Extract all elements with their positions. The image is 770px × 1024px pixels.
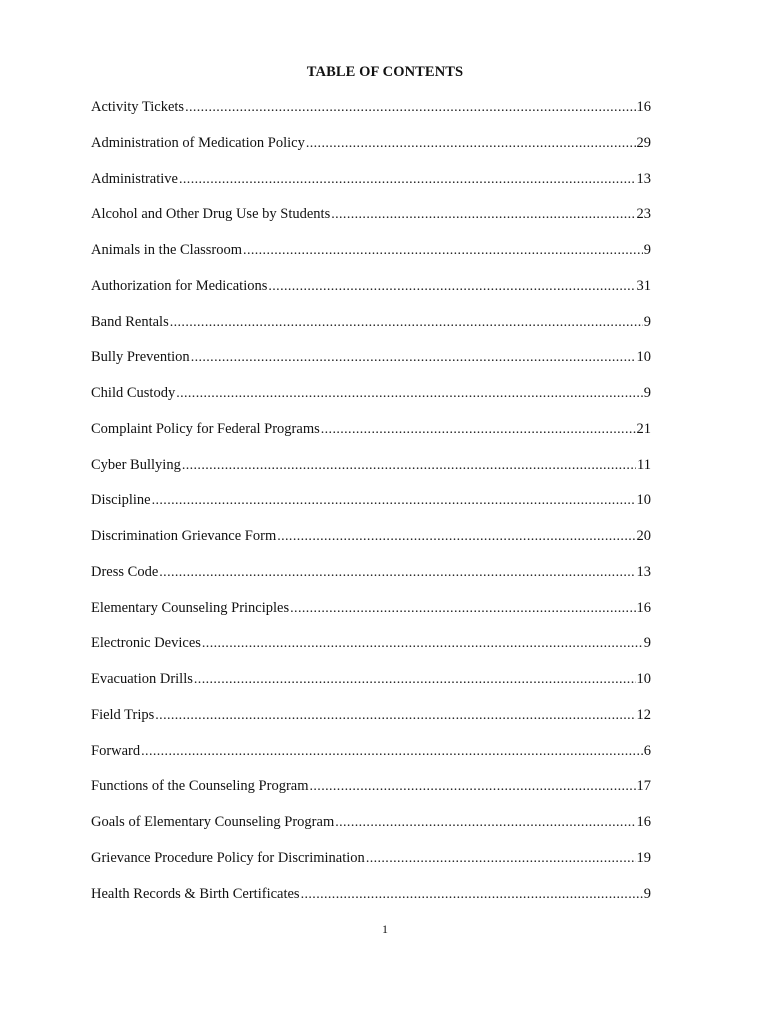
toc-entry	[91, 492, 651, 528]
toc-entry	[91, 850, 651, 886]
toc-entry-page: 9	[643, 885, 651, 902]
toc-entry-page: 9	[643, 313, 651, 330]
toc-entry-page: 19	[636, 849, 651, 866]
toc-entry-title: Complaint Policy for Federal Programs	[91, 420, 320, 437]
toc-entry	[91, 278, 651, 314]
toc-entry-title: Alcohol and Other Drug Use by Students	[91, 206, 331, 223]
toc-entry	[91, 421, 651, 457]
toc-entry-title: Administrative	[91, 170, 178, 187]
toc-entry-title: Administration of Medication Policy	[91, 134, 305, 151]
toc-entry	[91, 349, 651, 385]
dot-leader	[331, 207, 635, 223]
toc-entry-page: 16	[636, 599, 651, 616]
toc-entry-page: 10	[636, 349, 651, 366]
dot-leader	[335, 815, 635, 831]
toc-entry-title: Grievance Procedure Policy for Discrimination	[91, 849, 365, 866]
page-title: TABLE OF CONTENTS	[306, 64, 464, 80]
toc-entry-page: 20	[636, 528, 651, 544]
dot-leader	[170, 315, 643, 331]
toc-entry-page: 12	[636, 706, 651, 723]
toc-entry-page: 21	[636, 420, 651, 437]
dot-leader	[321, 422, 636, 438]
toc-entry-page: 10	[636, 671, 651, 687]
toc-entry	[91, 600, 651, 636]
dot-leader	[366, 851, 636, 867]
dot-leader	[277, 529, 635, 545]
dot-leader	[176, 386, 643, 402]
page-number: 1	[382, 922, 388, 936]
dot-leader	[182, 458, 636, 474]
toc-entry	[91, 671, 651, 707]
dot-leader	[152, 493, 636, 509]
toc-entry-page: 17	[636, 778, 651, 795]
toc-entry	[91, 242, 651, 278]
dot-leader	[185, 100, 635, 116]
toc-entry	[91, 314, 651, 350]
toc-entry	[91, 206, 651, 242]
toc-entry	[91, 814, 651, 850]
toc-entry-title: Forward	[91, 742, 141, 759]
toc-entry-page: 9	[643, 385, 651, 401]
dot-leader	[159, 565, 635, 581]
dot-leader	[155, 708, 635, 724]
toc-entry	[91, 99, 651, 135]
toc-entry-title: Dress Code	[91, 563, 159, 580]
dot-leader	[290, 601, 635, 617]
toc-entry-title: Child Custody	[91, 385, 176, 401]
toc-entry	[91, 457, 651, 493]
toc-entry	[91, 886, 651, 922]
toc-entry	[91, 564, 651, 600]
toc-entry-title: Cyber Bullying	[91, 456, 181, 473]
toc-entry-page: 29	[636, 134, 651, 151]
toc-entry-title: Electronic Devices	[91, 635, 201, 652]
dot-leader	[243, 243, 643, 259]
toc-entry-title: Authorization for Medications	[91, 277, 268, 294]
toc-entry-page: 11	[637, 456, 651, 473]
toc-entry-title: Elementary Counseling Principles	[91, 599, 290, 616]
toc-entry-title: Activity Tickets	[91, 99, 185, 115]
toc-entry	[91, 135, 651, 171]
toc-entry-title: Functions of the Counseling Program	[91, 778, 309, 795]
toc-entry-title: Band Rentals	[91, 313, 169, 330]
toc-entry-page: 13	[636, 563, 651, 580]
dot-leader	[179, 172, 636, 188]
toc-entry	[91, 707, 651, 743]
dot-leader	[301, 887, 643, 903]
dot-leader	[191, 350, 636, 366]
toc-entry	[91, 743, 651, 779]
toc-entry	[91, 385, 651, 421]
toc-entry	[91, 528, 651, 564]
dot-leader	[194, 672, 636, 688]
toc-entry-title: Animals in the Classroom	[91, 242, 243, 258]
toc-entry-title: Discrimination Grievance Form	[91, 528, 277, 544]
dot-leader	[202, 636, 643, 652]
toc-entry-title: Field Trips	[91, 706, 155, 723]
dot-leader	[310, 779, 636, 795]
toc-entry-page: 16	[636, 99, 651, 115]
toc-entry-page: 13	[636, 170, 651, 187]
toc-entry	[91, 778, 651, 814]
toc-entry-title: Discipline	[91, 492, 151, 509]
toc-entry-page: 9	[643, 635, 651, 652]
toc-entry-page: 6	[643, 742, 651, 759]
toc-entry-page: 9	[643, 242, 651, 258]
toc-entry-page: 31	[636, 277, 651, 294]
toc-entry-title: Evacuation Drills	[91, 671, 193, 687]
toc-entry-title: Health Records & Birth Certificates	[91, 885, 300, 902]
table-of-contents	[91, 99, 651, 921]
toc-entry-title: Bully Prevention	[91, 349, 190, 366]
toc-entry	[91, 171, 651, 207]
dot-leader	[141, 744, 643, 760]
toc-entry-title: Goals of Elementary Counseling Program	[91, 814, 335, 830]
toc-entry-page: 16	[636, 814, 651, 830]
toc-entry-page: 10	[636, 492, 651, 509]
dot-leader	[306, 136, 636, 152]
toc-entry	[91, 635, 651, 671]
toc-entry-page: 23	[636, 206, 651, 223]
dot-leader	[268, 279, 635, 295]
